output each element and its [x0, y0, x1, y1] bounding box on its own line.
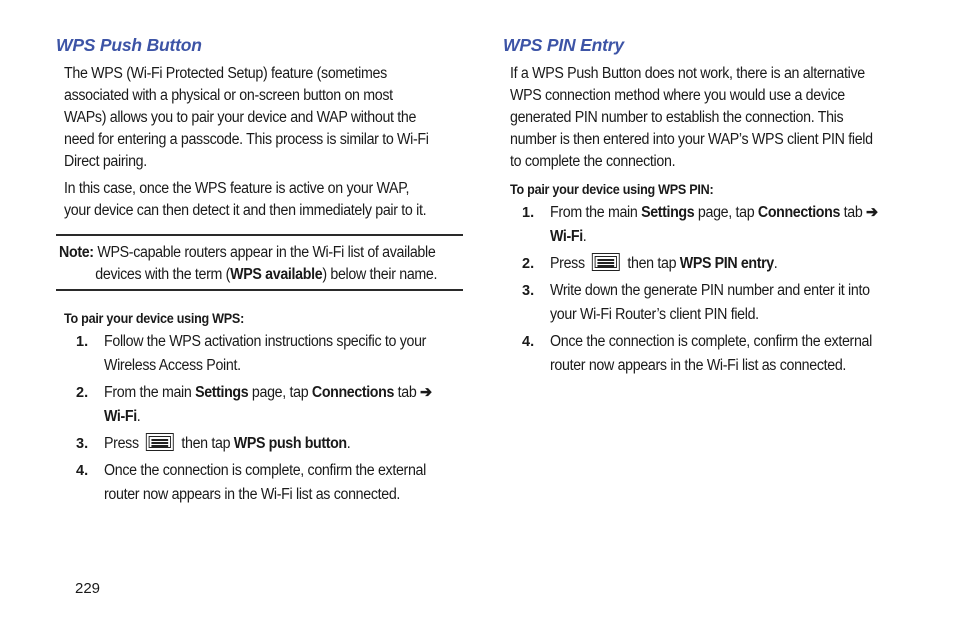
text-fragment: .	[773, 255, 778, 272]
text-line: router now appears in the Wi-Fi list as connected.	[550, 357, 847, 374]
step-text	[104, 381, 432, 429]
step-number: 3.	[522, 283, 535, 299]
arrow-right-icon: ➔	[420, 384, 432, 401]
note-bold-term: WPS available	[230, 266, 323, 283]
note-fragment: ) below their name.	[322, 266, 438, 283]
text-line: Write down the generate PIN number and enter it into	[550, 282, 870, 299]
step-number: 1.	[76, 334, 89, 350]
procedure-subheading: To pair your device using WPS:	[64, 310, 244, 326]
text-line: associated with a physical or on-screen button on most	[64, 87, 393, 104]
arrow-right-icon: ➔	[866, 204, 878, 221]
step-number: 2.	[522, 256, 535, 272]
note-label: Note:	[59, 244, 94, 261]
wps-push-button-term: WPS push button	[233, 435, 347, 452]
section-heading-wps-push-button: WPS Push Button	[56, 35, 202, 55]
procedure-subheading: To pair your device using WPS PIN:	[510, 181, 714, 197]
menu-key-icon	[592, 253, 620, 271]
text-line: WPS connection method where you would use a device	[510, 87, 845, 104]
note-text	[59, 242, 468, 286]
page-number: 229	[75, 580, 101, 597]
text-line: need for entering a passcode. This process is similar to Wi-Fi	[64, 131, 429, 148]
text-fragment: .	[136, 408, 141, 425]
text-line: your Wi-Fi Router’s client PIN field.	[550, 306, 759, 323]
text-line: Wireless Access Point.	[104, 357, 241, 374]
step-number: 4.	[76, 463, 89, 479]
menu-key-icon	[146, 433, 174, 451]
step-number: 3.	[76, 436, 89, 452]
text-fragment: From the main	[104, 384, 196, 401]
text-line: Once the connection is complete, confirm the external	[104, 462, 426, 479]
text-fragment: .	[346, 435, 351, 452]
connections-term: Connections	[311, 384, 394, 401]
text-line: The WPS (Wi-Fi Protected Setup) feature (sometimes	[64, 65, 387, 82]
text-fragment: Press	[550, 255, 585, 272]
text-line: In this case, once the WPS feature is active on your WAP,	[64, 180, 410, 197]
step-text	[550, 252, 777, 276]
wifi-term: Wi-Fi	[550, 228, 583, 245]
text-line: Direct pairing.	[64, 153, 147, 170]
step-text	[104, 432, 350, 456]
text-line: Once the connection is complete, confirm the external	[550, 333, 872, 350]
step-number: 1.	[522, 205, 535, 221]
text-line: number is then entered into your WAP’s WPS client PIN field	[510, 131, 873, 148]
wps-pin-entry-term: WPS PIN entry	[679, 255, 774, 272]
text-line: generated PIN number to establish the connection. This	[510, 109, 844, 126]
settings-term: Settings	[195, 384, 249, 401]
text-fragment: From the main	[550, 204, 642, 221]
text-line: your device can then detect it and then immediately pair to it.	[64, 202, 427, 219]
second-paragraph	[64, 178, 473, 222]
step-number: 4.	[522, 334, 535, 350]
text-fragment: then tap	[627, 255, 680, 272]
text-fragment: page, tap	[248, 384, 312, 401]
step-text	[550, 279, 870, 327]
connections-term: Connections	[757, 204, 840, 221]
text-line: to complete the connection.	[510, 153, 676, 170]
step-text	[550, 201, 878, 249]
step-number: 2.	[76, 385, 89, 401]
note-line	[59, 264, 468, 286]
text-fragment: then tap	[181, 435, 234, 452]
step-text	[104, 330, 426, 378]
text-line: Follow the WPS activation instructions specific to your	[104, 333, 427, 350]
section-heading-wps-pin-entry: WPS PIN Entry	[503, 35, 624, 55]
text-fragment: Press	[104, 435, 139, 452]
text-fragment: .	[582, 228, 587, 245]
wifi-term: Wi-Fi	[104, 408, 137, 425]
intro-paragraph	[64, 63, 473, 173]
text-fragment: tab	[839, 204, 867, 221]
note-fragment: devices with the term (	[95, 266, 231, 283]
text-fragment: tab	[393, 384, 421, 401]
note-line: WPS-capable routers appear in the Wi-Fi list of available	[97, 244, 436, 261]
intro-paragraph	[510, 63, 919, 173]
step-text	[550, 330, 872, 378]
text-line: router now appears in the Wi-Fi list as connected.	[104, 486, 401, 503]
text-line: If a WPS Push Button does not work, there is an alternative	[510, 65, 865, 82]
note-box	[56, 234, 463, 291]
text-fragment: page, tap	[694, 204, 758, 221]
step-text	[104, 459, 426, 507]
settings-term: Settings	[641, 204, 695, 221]
text-line: WAPs) allows you to pair your device and WAP without the	[64, 109, 417, 126]
